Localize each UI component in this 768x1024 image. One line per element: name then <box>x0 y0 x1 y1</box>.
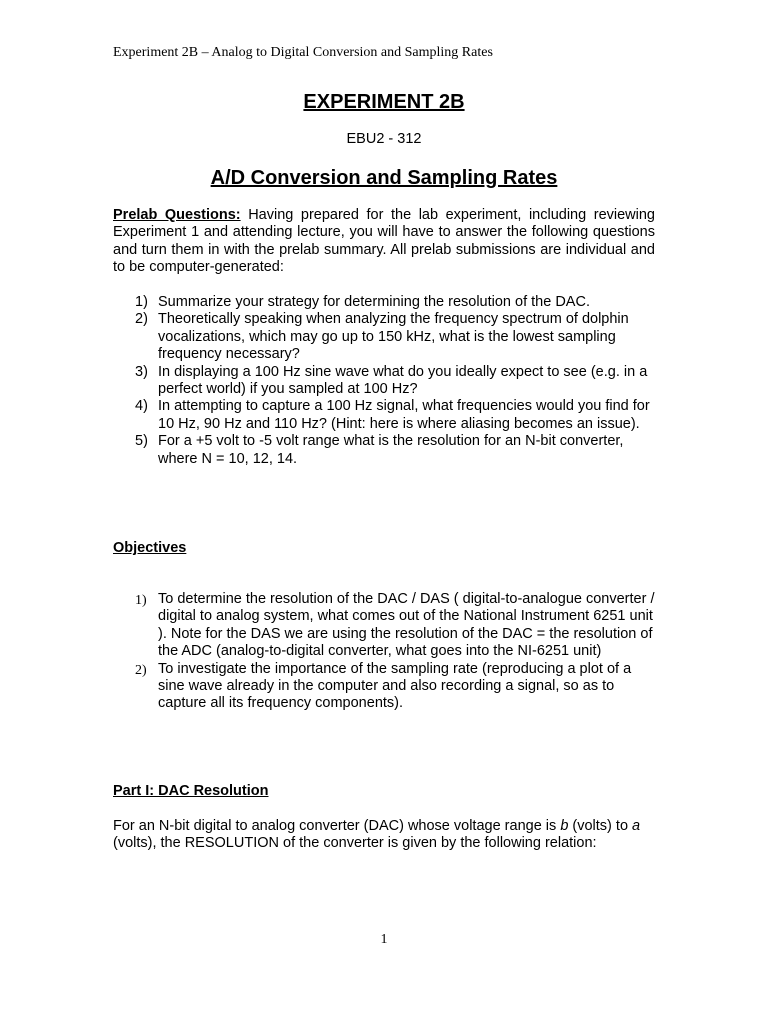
list-item <box>113 311 658 363</box>
part1-intro <box>113 818 655 853</box>
list-item-text: To determine the resolution of the DAC / DAS ( digital-to-analogue converter / digital to analog system, what comes out of the National Instrument 6251 unit ). Note for the DAS we are using the resolution of the DAC = the resolution of the ADC (analog-to-digital converter, what goes into the NI-6251 unit) <box>158 591 655 660</box>
page-subtitle: A/D Conversion and Sampling Rates <box>210 167 558 189</box>
part1-heading: Part I: DAC Resolution <box>113 783 269 799</box>
objectives-heading: Objectives <box>113 540 187 556</box>
list-item-text: For a +5 volt to -5 volt range what is the resolution for an N-bit converter, where N = 10, 12, 14. <box>158 433 624 467</box>
objectives-list <box>113 591 658 713</box>
variable-a: a <box>632 818 641 834</box>
list-item-text: In displaying a 100 Hz sine wave what do you ideally expect to see (e.g. in a perfect world) if you sampled at 100 Hz? <box>158 363 648 398</box>
list-item <box>113 433 658 468</box>
list-item-number: 5) <box>135 433 148 450</box>
prelab-question-list <box>113 294 658 468</box>
list-item-number: 3) <box>135 363 148 380</box>
prelab-intro <box>113 207 655 277</box>
list-item <box>113 591 658 661</box>
prelab-text: Having prepared for the lab experiment, including reviewing Experiment 1 and attending lecture, you will have to answer the following questions and turn them in with the prelab summary. All prelab submissions are individual and to be computer-generated: <box>113 207 655 276</box>
list-item-number: 4) <box>135 398 148 415</box>
list-item-number: 2) <box>135 662 147 678</box>
part1-text: (volts) to <box>568 818 633 834</box>
course-code: EBU2 - 312 <box>346 131 422 147</box>
list-item <box>113 294 658 311</box>
prelab-label: Prelab Questions: <box>113 207 241 223</box>
list-item-text: Theoretically speaking when analyzing the frequency spectrum of dolphin vocalizations, which may go up to 150 kHz, what is the lowest sampling frequency necessary? <box>158 311 629 363</box>
list-item-text: Summarize your strategy for determining the resolution of the DAC. <box>158 294 590 310</box>
part1-text: For an N-bit digital to analog converter (DAC) whose voltage range is <box>113 818 561 834</box>
list-item-number: 1) <box>135 294 148 310</box>
running-header: Experiment 2B – Analog to Digital Conversion and Sampling Rates <box>113 45 493 60</box>
page-number: 1 <box>380 932 388 947</box>
list-item <box>113 661 658 713</box>
part1-text: (volts), the RESOLUTION of the converter is given by the following relation: <box>113 835 597 852</box>
list-item <box>113 364 658 399</box>
list-item <box>113 398 658 433</box>
list-item-number: 2) <box>135 311 148 328</box>
list-item-text: In attempting to capture a 100 Hz signal, what frequencies would you find for 10 Hz, 90 Hz and 110 Hz? (Hint: here is where aliasing becomes an issue). <box>158 398 650 432</box>
page-title: EXPERIMENT 2B <box>303 91 465 113</box>
list-item-number: 1) <box>135 593 147 608</box>
list-item-text: To investigate the importance of the sampling rate (reproducing a plot of a sine wave already in the computer and also recording a signal, so as to capture all its frequency components). <box>158 660 632 712</box>
variable-b: b <box>560 818 569 834</box>
